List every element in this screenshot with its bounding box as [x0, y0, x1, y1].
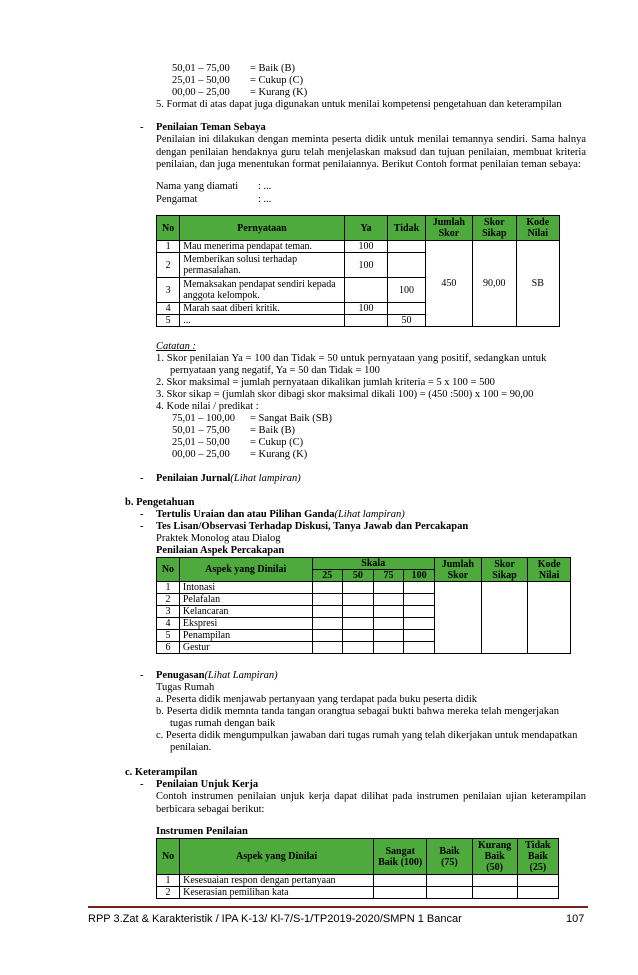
table-cell: 5 — [157, 315, 180, 327]
scale-label-3: = Cukup (C) — [250, 437, 304, 448]
header-skor: Skor Sikap — [473, 216, 516, 241]
nama-value: : ... — [258, 181, 272, 192]
keterampilan-heading: c. Keterampilan — [125, 767, 198, 778]
unjuk-kerja-paragraph: Contoh instrumen penilaian unjuk kerja dapat dilihat pada instrumen penilaian ujian keterampilan berbicara sebagai berikut: — [156, 791, 586, 815]
table-cell — [388, 253, 425, 278]
top-scale-label-3: = Kurang (K) — [250, 87, 308, 98]
pengamat-label: Pengamat — [156, 194, 198, 205]
skor-sikap-value: 90,00 — [473, 241, 516, 327]
header-skala: Skala — [312, 558, 434, 570]
scale-range-4: 00,00 – 25,00 — [172, 449, 230, 460]
table-cell: 3 — [157, 278, 180, 303]
item1-title: Tertulis Uraian dan atau Pilihan Ganda — [156, 509, 335, 520]
table-cell: Memberikan solusi terhadap permasalahan. — [180, 253, 345, 278]
header-kode: Kode Nilai — [528, 558, 571, 582]
table-cell: 100 — [344, 253, 387, 278]
aspek-percakapan-title: Penilaian Aspek Percakapan — [156, 545, 285, 556]
header-skala-100: 100 — [404, 570, 435, 582]
note-4: 4. Kode nilai / predikat : — [156, 401, 259, 412]
table-cell: Gestur — [179, 642, 312, 654]
header-aspek: Aspek yang Dinilai — [180, 839, 374, 875]
unjuk-kerja-title: Penilaian Unjuk Kerja — [156, 779, 259, 790]
header-no: No — [157, 558, 180, 582]
kode-nilai-value: SB — [516, 241, 559, 327]
jurnal-suffix: (Lihat lampiran) — [230, 473, 301, 484]
pengamat-value: : ... — [258, 194, 272, 205]
table-cell — [388, 303, 425, 315]
table-cell: 4 — [157, 303, 180, 315]
header-no: No — [157, 839, 180, 875]
top-scale-label-2: = Cukup (C) — [250, 75, 304, 86]
note-1: 1. Skor penilaian Ya = 100 dan Tidak = 50 untuk pernyataan yang positif, sedangkan untuk — [156, 353, 547, 364]
top-scale-range-3: 00,00 – 25,00 — [172, 87, 230, 98]
table-cell: 3 — [157, 606, 180, 618]
jurnal-title: Penilaian Jurnal — [156, 473, 231, 484]
table-cell — [344, 315, 387, 327]
tugas-rumah: Tugas Rumah — [156, 682, 215, 693]
header-skala-25: 25 — [312, 570, 343, 582]
instrumen-table — [156, 838, 559, 899]
bullet: - — [140, 509, 144, 520]
header-skala-75: 75 — [373, 570, 404, 582]
tugas-item-b: b. Peserta didik memnta tanda tangan orangtua sebagai bukti bahwa mereka telah mengerjakan — [156, 706, 560, 717]
table-cell: Pelafalan — [179, 594, 312, 606]
nama-label: Nama yang diamati — [156, 181, 239, 192]
scale-range-3: 25,01 – 50,00 — [172, 437, 230, 448]
penugasan-line — [156, 670, 278, 682]
table-cell: 2 — [157, 887, 180, 899]
table-cell: Ekspresi — [179, 618, 312, 630]
catatan-title: Catatan : — [156, 341, 196, 352]
scale-range-2: 50,01 – 75,00 — [172, 425, 230, 436]
teman-sebaya-table — [156, 215, 560, 327]
table-cell: 100 — [388, 278, 425, 303]
note-3: 3. Skor sikap = (jumlah skor dibagi skor maksimal dikali 100) = (450 :500) x 100 = 90,00 — [156, 389, 534, 400]
point-5: 5. Format di atas dapat juga digunakan untuk menilai kompetensi pengetahuan dan keterampilan — [156, 99, 562, 110]
teman-paragraph: Penilaian ini dilakukan dengan meminta peserta didik untuk menilai temannya sendiri. Sama halnya dengan penilaian hendaknya guru telah menjelaskan maksud dan tujuan penilaian, membuat kriteria penilaian, dan juga menentukan format penilaiannya. Berikut Contoh format penilaian teman sebaya: — [156, 134, 586, 170]
table-cell: ... — [180, 315, 345, 327]
section-title-teman: Penilaian Teman Sebaya — [156, 122, 266, 133]
table-cell: 2 — [157, 253, 180, 278]
table-cell: 4 — [157, 618, 180, 630]
aspek-percakapan-table — [156, 557, 571, 654]
footer-text: RPP 3.Zat & Karakteristik / IPA K-13/ Kl-7/S-1/TP2019-2020/SMPN 1 Bancar — [88, 913, 462, 925]
header-kurang-baik: Kurang Baik (50) — [472, 839, 517, 875]
table-cell: Keserasian pemilihan kata — [180, 887, 374, 899]
top-scale-range-1: 50,01 – 75,00 — [172, 63, 230, 74]
item1-suffix: (Lihat lampiran) — [334, 509, 405, 520]
header-ya: Ya — [344, 216, 387, 241]
top-scale-range-2: 25,01 – 50,00 — [172, 75, 230, 86]
item2-title: Tes Lisan/Observasi Terhadap Diskusi, Tanya Jawab dan Percakapan — [156, 521, 469, 532]
table-cell: 50 — [388, 315, 425, 327]
note-2: 2. Skor maksimal = jumlah pernyataan dikalikan jumlah kriteria = 5 x 100 = 500 — [156, 377, 495, 388]
header-tidak: Tidak — [388, 216, 425, 241]
bullet: - — [140, 521, 144, 532]
header-no: No — [157, 216, 180, 241]
scale-label-1: = Sangat Baik (SB) — [250, 413, 333, 424]
table-cell: Marah saat diberi kritik. — [180, 303, 345, 315]
table-cell: Kelancaran — [179, 606, 312, 618]
table-cell: Intonasi — [179, 582, 312, 594]
table-cell — [344, 278, 387, 303]
header-jumlah: Jumlah Skor — [425, 216, 472, 241]
page-number: 107 — [566, 913, 585, 925]
table-cell: 1 — [157, 582, 180, 594]
top-scale-label-1: = Baik (B) — [250, 63, 295, 74]
header-pernyataan: Pernyataan — [180, 216, 345, 241]
header-sangat-baik: Sangat Baik (100) — [374, 839, 427, 875]
bullet: - — [140, 670, 144, 681]
penugasan-suffix: (Lihat Lampiran) — [204, 670, 278, 681]
table-cell: 1 — [157, 241, 180, 253]
table-cell: Kesesuaian respon dengan pertanyaan — [180, 875, 374, 887]
header-baik: Baik (75) — [427, 839, 472, 875]
tugas-item-c-cont: penilaian. — [170, 742, 212, 753]
bullet: - — [140, 473, 144, 484]
jurnal-line — [156, 473, 301, 485]
table-cell — [388, 241, 425, 253]
table-cell: 6 — [157, 642, 180, 654]
table-cell: 1 — [157, 875, 180, 887]
table-cell: 2 — [157, 594, 180, 606]
praktek-text: Praktek Monolog atau Dialog — [156, 533, 281, 544]
tugas-item-b-cont: tugas rumah dengan baik — [170, 718, 276, 729]
scale-label-4: = Kurang (K) — [250, 449, 308, 460]
header-aspek: Aspek yang Dinilai — [179, 558, 312, 582]
header-skala-50: 50 — [343, 570, 374, 582]
table-cell: 100 — [344, 241, 387, 253]
table-cell: Mau menerima pendapat teman. — [180, 241, 345, 253]
jumlah-skor-value: 450 — [425, 241, 472, 327]
penugasan-title: Penugasan — [156, 670, 205, 681]
table-cell: Memaksakan pendapat sendiri kepada anggota kelompok. — [180, 278, 345, 303]
table-cell: 100 — [344, 303, 387, 315]
tugas-item-a: a. Peserta didik menjawab pertanyaan yang terdapat pada buku peserta didik — [156, 694, 478, 705]
item1-line — [156, 509, 405, 521]
note-1-cont: pernyataan yang negatif, Ya = 50 dan Tidak = 100 — [170, 365, 380, 376]
header-jumlah: Jumlah Skor — [434, 558, 481, 582]
instrumen-title: Instrumen Penilaian — [156, 826, 248, 837]
bullet: - — [140, 779, 144, 790]
footer-rule — [88, 906, 588, 908]
table-cell: 5 — [157, 630, 180, 642]
scale-label-2: = Baik (B) — [250, 425, 295, 436]
table-cell: Penampilan — [179, 630, 312, 642]
header-skor: Skor Sikap — [481, 558, 528, 582]
scale-range-1: 75,01 – 100,00 — [172, 413, 235, 424]
pengetahuan-heading: b. Pengetahuan — [125, 497, 195, 508]
tugas-item-c: c. Peserta didik mengumpulkan jawaban dari tugas rumah yang telah dikerjakan untuk mendapatkan — [156, 730, 578, 741]
header-kode: Kode Nilai — [516, 216, 559, 241]
bullet: - — [140, 122, 144, 133]
header-tidak-baik: Tidak Baik (25) — [517, 839, 558, 875]
